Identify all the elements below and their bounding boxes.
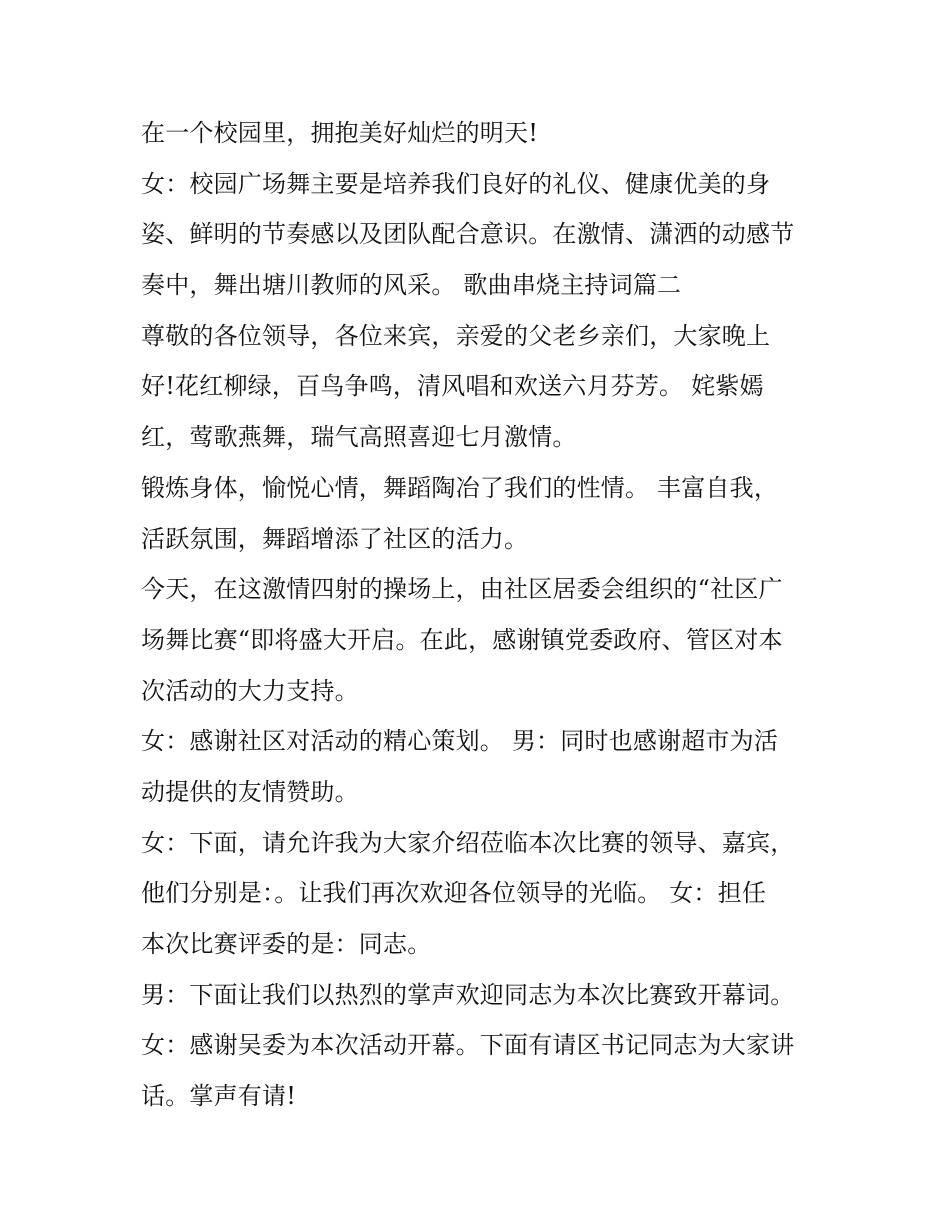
text-line: 姿、鲜明的节奏感以及团队配合意识。在激情、潇洒的动感节 [141,220,795,249]
text-line: 尊敬的各位领导，各位来宾，亲爱的父老乡亲们，大家晚上 [141,321,771,350]
text-line: 话。掌声有请! [141,1082,297,1111]
text-line: 今天，在这激情四射的操场上，由社区居委会组织的“社区广 [141,575,783,604]
text-line: 他们分别是：。让我们再次欢迎各位领导的光临。 女：担任 [141,879,767,908]
text-line: 女：感谢社区对活动的精心策划。 男：同时也感谢超市为活 [141,727,779,756]
text-line: 在一个校园里，拥抱美好灿烂的明天! [141,119,539,147]
text-line: 好!花红柳绿，百鸟争鸣，清风唱和欢送六月芬芳。 姹紫嫣 [141,372,764,401]
text-line: 场舞比赛“即将盛大开启。在此，感谢镇党委政府、管区对本 [141,625,783,654]
text-line: 女：感谢吴委为本次活动开幕。下面有请区书记同志为大家讲 [141,1031,795,1060]
text-line: 动提供的友情赞助。 [141,777,359,806]
text-line: 活跃氛围，舞蹈增添了社区的活力。 [141,524,529,553]
text-line: 女：校园广场舞主要是培养我们良好的礼仪、健康优美的身 [141,169,771,198]
text-line: 男：下面让我们以热烈的掌声欢迎同志为本次比赛致开幕词。 [141,980,795,1009]
text-line: 奏中，舞出塘川教师的风采。 歌曲串烧主持词篇二 [141,271,682,300]
document-body [141,108,821,1122]
text-line: 女：下面，请允许我为大家介绍莅临本次比赛的领导、嘉宾， [141,828,795,857]
text-line: 红，莺歌燕舞，瑞气高照喜迎七月激情。 [141,423,577,452]
text-line: 次活动的大力支持。 [141,676,359,705]
text-line: 本次比赛评委的是：同志。 [141,930,432,958]
text-line: 锻炼身体，愉悦心情，舞蹈陶冶了我们的性情。 丰富自我， [141,473,779,502]
